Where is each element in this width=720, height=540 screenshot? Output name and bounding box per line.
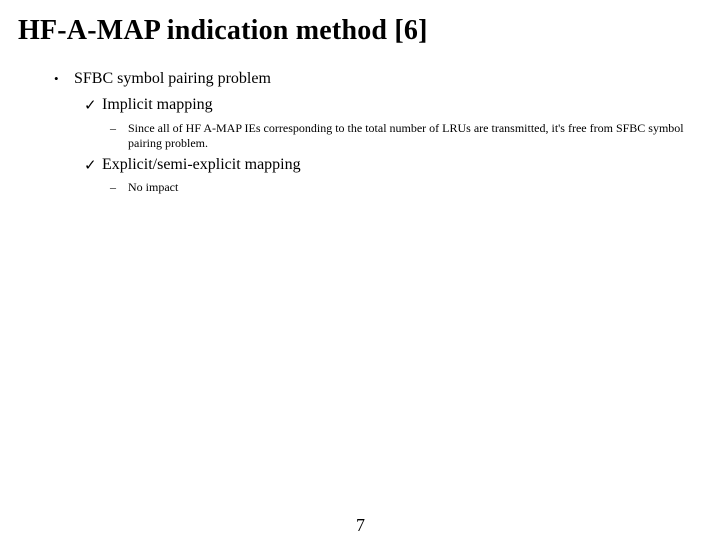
detail-text: Since all of HF A-MAP IEs corresponding to the total number of LRUs are transmitted, it's free from SFBC symbol pairing problem. [128, 121, 684, 150]
dash-icon: – [110, 121, 116, 135]
detail-text: No impact [128, 180, 179, 194]
bullet-text: SFBC symbol pairing problem [74, 70, 271, 87]
bullet-dot-icon: • [54, 71, 59, 86]
sub-item-text: Implicit mapping [102, 96, 213, 113]
sub-item-text: Explicit/semi-explicit mapping [102, 156, 301, 173]
checkmark-icon: ✓ [84, 158, 97, 174]
checkmark-icon: ✓ [84, 98, 97, 114]
slide-title: HF-A-MAP indication method [6] [18, 15, 428, 46]
dash-icon: – [110, 180, 116, 194]
page-number: 7 [356, 515, 365, 535]
